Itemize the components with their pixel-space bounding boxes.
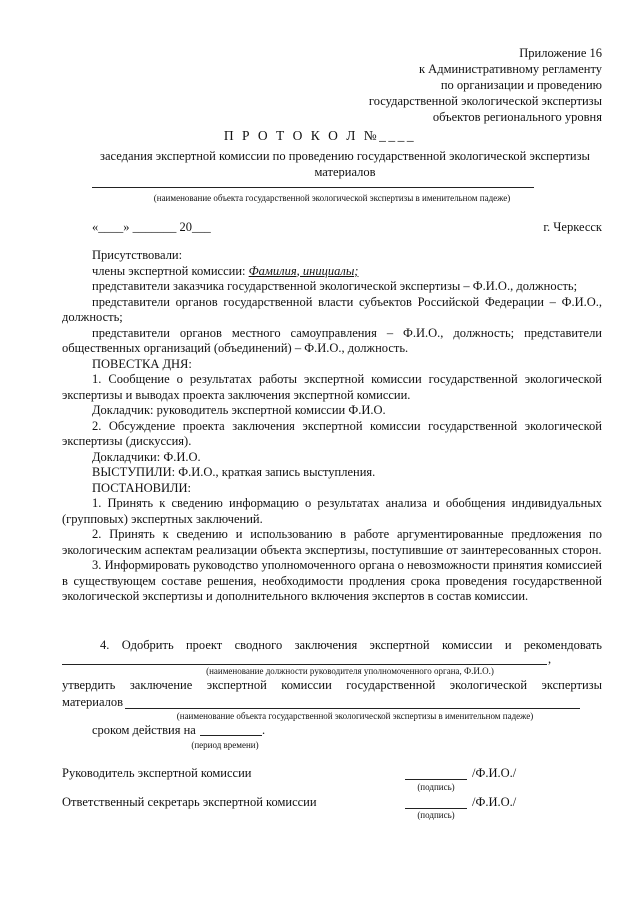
members-label: члены экспертной комиссии: [92,263,249,278]
head-signature-label: Руководитель экспертной комиссии [62,766,252,780]
validity-label: сроком действия на [92,723,196,737]
protocol-city: г. Черкесск [543,220,602,234]
protocol-title: П Р О Т О К О Л №____ [223,128,417,143]
resolution-item: 3. Информировать руководство уполномоченного органа о невозможности принятия комиссией в существующем составе решения, необходимости продления срока проведения государственной экологической экспертизы и дополнительного включения экспертов в состав комиссии. [62,558,602,603]
head-name-caption: (наименование должности руководителя уполномоченного органа, Ф.И.О.) [206,666,494,676]
appendix-block [369,45,602,125]
agenda-item: 1. Сообщение о результатах работы экспертной комиссии государственной экологической экспертизы и выводах проекта заключения экспертной комиссии. [62,372,602,402]
period-caption: (период времени) [191,740,259,750]
object-name-caption-2: (наименование объекта государственной экологической экспертизы в именительном падеже) [176,711,534,721]
object-name-line [92,187,534,188]
comma: , [548,652,552,666]
attendee-paragraph: представители заказчика государственной экологической экспертизы – Ф.И.О., должность; [92,279,578,293]
secretary-signature-line [405,808,467,809]
appendix-line: объектов регионального уровня [432,110,602,124]
approve-line [62,678,602,693]
approve-line-1: утвердить заключение экспертной комиссии государственной экологической экспертизы [62,678,602,692]
protocol-subtitle: заседания экспертной комиссии по проведению государственной экологической экспертизы материалов [100,149,590,179]
appendix-line: по организации и проведению [440,78,602,92]
period: . [262,723,266,737]
appendix-line: к Административному регламенту [418,62,602,76]
resolution-item-4 [100,638,602,653]
resolution-item: 2. Принять к сведению и использованию в работе аргументированные предложения по экологическим аспектам реализации объекта экспертизы, поступившие от заинтересованных сторон. [62,527,602,557]
protocol-date: «____» _______ 20___ [92,220,211,234]
head-signature-caption: (подпись) [417,782,455,792]
head-signature-line [405,779,467,780]
spoke-line: ВЫСТУПИЛИ: Ф.И.О., краткая запись выступления. [92,465,376,479]
secretary-signature-label: Ответственный секретарь экспертной комиссии [62,795,317,809]
attendee-paragraph: представители органов государственной власти субъектов Российской Федерации – Ф.И.О., должность; [62,294,602,324]
secretary-signature-caption: (подпись) [417,810,455,820]
agenda-label: ПОВЕСТКА ДНЯ: [92,356,192,371]
resolved-label: ПОСТАНОВИЛИ: [92,480,191,495]
head-name-line [62,664,547,665]
object-name-line-2 [125,708,580,709]
attendees-section [62,248,602,605]
head-signature-name: /Ф.И.О./ [472,766,517,780]
members-value: Фамилия, инициалы; [248,263,359,278]
appendix-line: Приложение 16 [519,46,602,60]
approve-line-2: материалов [62,695,124,709]
resolution-item-4-text: 4. Одобрить проект сводного заключения экспертной комиссии и рекомендовать [100,638,602,652]
attendee-paragraph: представители органов местного самоуправления – Ф.И.О., должность; представители общественных организаций (объединений) – Ф.И.О., должность. [62,325,602,355]
present-label: Присутствовали: [92,248,183,262]
object-name-caption: (наименование объекта государственной экологической экспертизы в именительном падеже) [153,193,511,203]
speaker-line: Докладчики: Ф.И.О. [92,449,201,464]
agenda-item: 2. Обсуждение проекта заключения экспертной комиссии государственной экологической экспертизы (дискуссия). [62,418,602,448]
appendix-line: государственной экологической экспертизы [368,94,602,108]
resolution-item: 1. Принять к сведению информацию о результатах анализа и обобщения индивидуальных (групповых) экспертных заключений. [62,496,602,526]
speaker-line: Докладчик: руководитель экспертной комиссии Ф.И.О. [92,403,386,417]
secretary-signature-name: /Ф.И.О./ [472,795,517,809]
members-line [62,264,602,280]
validity-line [200,735,262,736]
